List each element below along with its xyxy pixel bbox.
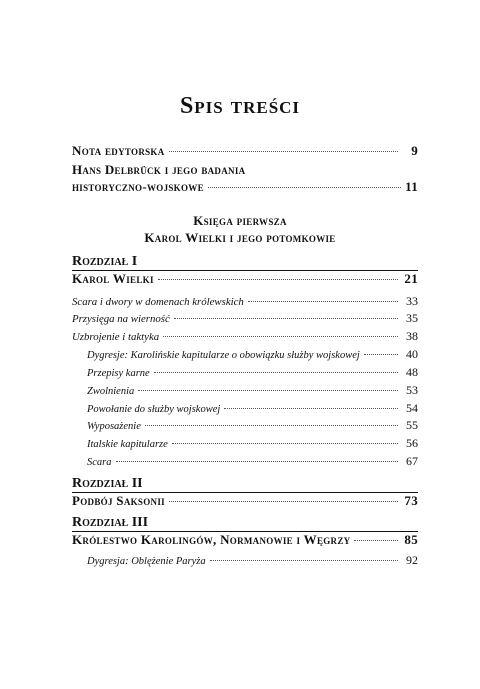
entry-label-line2: historyczno-wojskowe (72, 179, 204, 194)
entry-page: 40 (406, 347, 418, 361)
toc-entry-scara[interactable] (87, 454, 418, 470)
entry-page: 92 (406, 553, 418, 567)
entry-label: Zwolnienia (87, 386, 135, 397)
entry-label: Scara i dwory w domenach królewskich (72, 296, 244, 308)
chapter-heading-1: Rozdział I (72, 254, 138, 269)
entry-label: Królestwo Karolingów, Normanowie i Węgrzy (72, 532, 351, 547)
entry-label-line1: Hans Delbrück i jego badania (72, 162, 246, 177)
leader-dots (224, 408, 398, 409)
entry-page: 54 (406, 401, 418, 415)
leader-dots (163, 336, 398, 337)
toc-entry-powolanie[interactable] (87, 401, 418, 417)
entry-page: 85 (404, 532, 418, 547)
entry-label: Dygresja: Oblężenie Paryża (87, 556, 206, 567)
entry-label: Uzbrojenie i taktyka (72, 331, 160, 343)
book-heading-line2: Karol Wielki i jego potomkowie (144, 230, 336, 245)
book-heading-line1: Księga pierwsza (193, 213, 287, 228)
entry-page: 73 (404, 493, 418, 508)
leader-dots (172, 443, 398, 444)
leader-dots (169, 501, 398, 502)
leader-dots (208, 187, 401, 188)
entry-label: Przepisy karne (87, 368, 150, 379)
entry-page: 38 (406, 329, 418, 343)
leader-dots (145, 425, 398, 426)
toc-entry-delbruck[interactable] (72, 161, 418, 195)
entry-label: Powołanie do służby wojskowej (87, 404, 221, 415)
toc-entry-nota[interactable] (72, 144, 418, 158)
entry-label: Scara (87, 457, 112, 468)
leader-dots (210, 560, 398, 561)
toc-entry-krolestwo[interactable] (72, 533, 418, 547)
entry-label: Nota edytorska (72, 143, 165, 158)
leader-dots (174, 318, 398, 319)
toc-entry-przysiega[interactable] (72, 311, 418, 326)
toc-entry-uzbrojenie[interactable] (72, 329, 418, 344)
entry-label: Dygresje: Karolińskie kapitularze o obowiązku służby wojskowej (87, 350, 360, 361)
entry-page: 56 (406, 436, 418, 450)
toc-entry-wyposazenie[interactable] (87, 418, 418, 434)
entry-page: 53 (406, 383, 418, 397)
page-title: Spis treści (179, 93, 301, 119)
entry-page: 48 (406, 365, 418, 379)
entry-label: Karol Wielki (72, 271, 154, 286)
toc-entry-scara-dwory[interactable] (72, 294, 418, 309)
toc-entry-dygresja-paryz[interactable] (87, 553, 418, 569)
entry-label: Przysięga na wierność (72, 313, 170, 325)
leader-dots (169, 151, 398, 152)
entry-label: Wyposażenie (87, 421, 141, 432)
entry-page: 11 (405, 179, 418, 194)
leader-dots (158, 279, 398, 280)
toc-entry-karol-wielki[interactable] (72, 272, 418, 286)
entry-page: 67 (406, 454, 418, 468)
entry-page: 33 (406, 294, 418, 308)
entry-page: 55 (406, 418, 418, 432)
toc-entry-zwolnienia[interactable] (87, 383, 418, 399)
entry-page: 9 (411, 143, 418, 158)
toc-entry-podboj[interactable] (72, 494, 418, 508)
entry-page: 21 (404, 271, 418, 286)
toc-entry-italskie[interactable] (87, 436, 418, 452)
leader-dots (248, 301, 398, 302)
entry-page: 35 (406, 311, 418, 325)
toc-entry-dygresje[interactable] (87, 347, 418, 363)
leader-dots (154, 372, 398, 373)
chapter-heading-2: Rozdział II (72, 476, 143, 491)
leader-dots (354, 540, 398, 541)
leader-dots (138, 390, 398, 391)
entry-label: Italskie kapitularze (87, 439, 168, 450)
leader-dots (364, 354, 398, 355)
leader-dots (116, 461, 399, 462)
toc-entry-przepisy[interactable] (87, 365, 418, 381)
entry-label: Podbój Saksonii (72, 493, 165, 508)
chapter-heading-3: Rozdział III (72, 515, 149, 530)
